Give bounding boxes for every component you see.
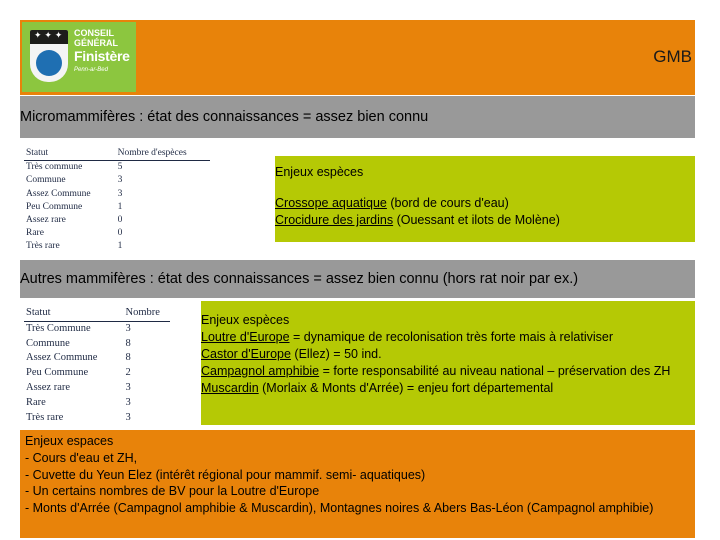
table-cell: 3 bbox=[117, 188, 123, 199]
table-row bbox=[24, 227, 210, 240]
list-item bbox=[201, 380, 695, 397]
list-item bbox=[275, 195, 695, 212]
table-row bbox=[24, 321, 170, 336]
species-detail: = dynamique de recolonisation très forte mais à relativiser bbox=[289, 330, 613, 344]
table-cell: 3 bbox=[125, 396, 131, 408]
list-item bbox=[201, 363, 695, 380]
table-cell: Rare bbox=[26, 228, 44, 239]
section-2-title-bar bbox=[20, 260, 695, 298]
species-name: Muscardin bbox=[201, 381, 259, 395]
species-name: Campagnol amphibie bbox=[201, 364, 320, 378]
table-cell: 0 bbox=[117, 228, 123, 239]
table-cell: 8 bbox=[125, 337, 131, 349]
species-issues-box-2 bbox=[201, 301, 695, 425]
table-cell: 3 bbox=[125, 322, 131, 334]
table-row bbox=[24, 411, 170, 426]
section-2-title: Autres mammifères : état des connaissances = assez bien connu (hors rat noir par ex.) bbox=[20, 271, 579, 287]
other-mammals-status-table bbox=[24, 306, 170, 425]
organization-label: GMB bbox=[653, 47, 692, 66]
table-cell: Peu Commune bbox=[26, 367, 89, 379]
list-item: - Cuvette du Yeun Elez (intérêt régional pour mammif. semi- aquatiques) bbox=[25, 467, 426, 482]
section-1-title-bar bbox=[20, 96, 695, 138]
spaces-issues-title: Enjeux espaces bbox=[25, 434, 114, 448]
table-cell: Assez rare bbox=[26, 215, 66, 226]
list-item bbox=[201, 329, 695, 346]
table-row bbox=[24, 240, 210, 253]
species-detail: (Ouessant et ilots de Molène) bbox=[393, 213, 560, 227]
table-row bbox=[24, 174, 210, 187]
species-detail: (Morlaix & Monts d'Arrée) = enjeu fort départemental bbox=[258, 381, 554, 395]
species-issues-title: Enjeux espèces bbox=[201, 313, 290, 327]
table-cell: Commune bbox=[26, 337, 70, 349]
spaces-issues-box bbox=[20, 430, 695, 538]
table-cell: Assez rare bbox=[26, 381, 71, 393]
table-cell: Très rare bbox=[26, 241, 60, 252]
column-header: Statut bbox=[24, 147, 112, 161]
table-cell: 1 bbox=[117, 241, 123, 252]
species-name: Castor d'Europe bbox=[201, 347, 291, 361]
table-cell: Commune bbox=[26, 175, 66, 186]
micromammal-status-table bbox=[24, 147, 210, 254]
table-cell: Assez Commune bbox=[26, 352, 98, 364]
species-issues-title: Enjeux espèces bbox=[275, 165, 364, 179]
table-row bbox=[24, 188, 210, 201]
table-header-row bbox=[24, 306, 170, 321]
column-header: Statut bbox=[24, 306, 112, 321]
table-cell: Peu Commune bbox=[26, 201, 83, 212]
conseil-general-logo bbox=[22, 22, 136, 92]
table-row bbox=[24, 366, 170, 381]
table-cell: Rare bbox=[26, 396, 46, 408]
coat-of-arms-icon: ✦ ✦ ✦ bbox=[30, 30, 68, 82]
list-item bbox=[201, 346, 695, 363]
column-header: Nombre bbox=[112, 306, 170, 321]
species-name: Loutre d'Europe bbox=[201, 330, 290, 344]
species-name: Crocidure des jardins bbox=[275, 213, 394, 227]
table-cell: Très Commune bbox=[26, 322, 91, 334]
table-cell: Très rare bbox=[26, 411, 64, 423]
table-row bbox=[24, 396, 170, 411]
species-issues-box-1 bbox=[275, 156, 695, 242]
table-row bbox=[24, 201, 210, 214]
table-header-row bbox=[24, 147, 210, 161]
table-row bbox=[24, 351, 170, 366]
list-item: - Monts d'Arrée (Campagnol amphibie & Muscardin), Montagnes noires & Abers Bas-Léon (Campagnol amphibie) bbox=[25, 501, 654, 516]
species-detail: (Ellez) = 50 ind. bbox=[290, 347, 382, 361]
table-cell: 8 bbox=[125, 352, 131, 364]
table-cell: Assez Commune bbox=[26, 188, 91, 199]
table-cell: 1 bbox=[117, 201, 123, 212]
table-row bbox=[24, 381, 170, 396]
list-item: - Cours d'eau et ZH, bbox=[25, 450, 138, 465]
table-row bbox=[24, 214, 210, 227]
table-cell: 3 bbox=[125, 411, 131, 423]
table-row bbox=[24, 337, 170, 352]
table-cell: 5 bbox=[117, 162, 123, 173]
species-detail: = forte responsabilité au niveau national – préservation des ZH bbox=[319, 364, 671, 378]
list-item bbox=[275, 212, 695, 229]
table-cell: 3 bbox=[117, 175, 123, 186]
species-name: Crossope aquatique bbox=[275, 196, 387, 210]
table-cell: 2 bbox=[125, 367, 131, 379]
logo-line-4: Penn-ar-Bed bbox=[74, 67, 108, 73]
table-cell: 3 bbox=[125, 381, 131, 393]
column-header: Nombre d'espèces bbox=[112, 147, 210, 161]
logo-text bbox=[74, 28, 134, 74]
logo-line-3: Finistère bbox=[74, 48, 130, 64]
table-cell: Très commune bbox=[26, 162, 83, 173]
table-cell: 0 bbox=[117, 215, 123, 226]
logo-line-2: GÉNÉRAL bbox=[74, 38, 119, 48]
logo-line-1: CONSEIL bbox=[74, 28, 115, 38]
list-item: - Un certains nombres de BV pour la Loutre d'Europe bbox=[25, 484, 320, 499]
species-detail: (bord de cours d'eau) bbox=[386, 196, 509, 210]
section-1-title: Micromammifères : état des connaissances = assez bien connu bbox=[20, 109, 429, 125]
table-row bbox=[24, 161, 210, 175]
